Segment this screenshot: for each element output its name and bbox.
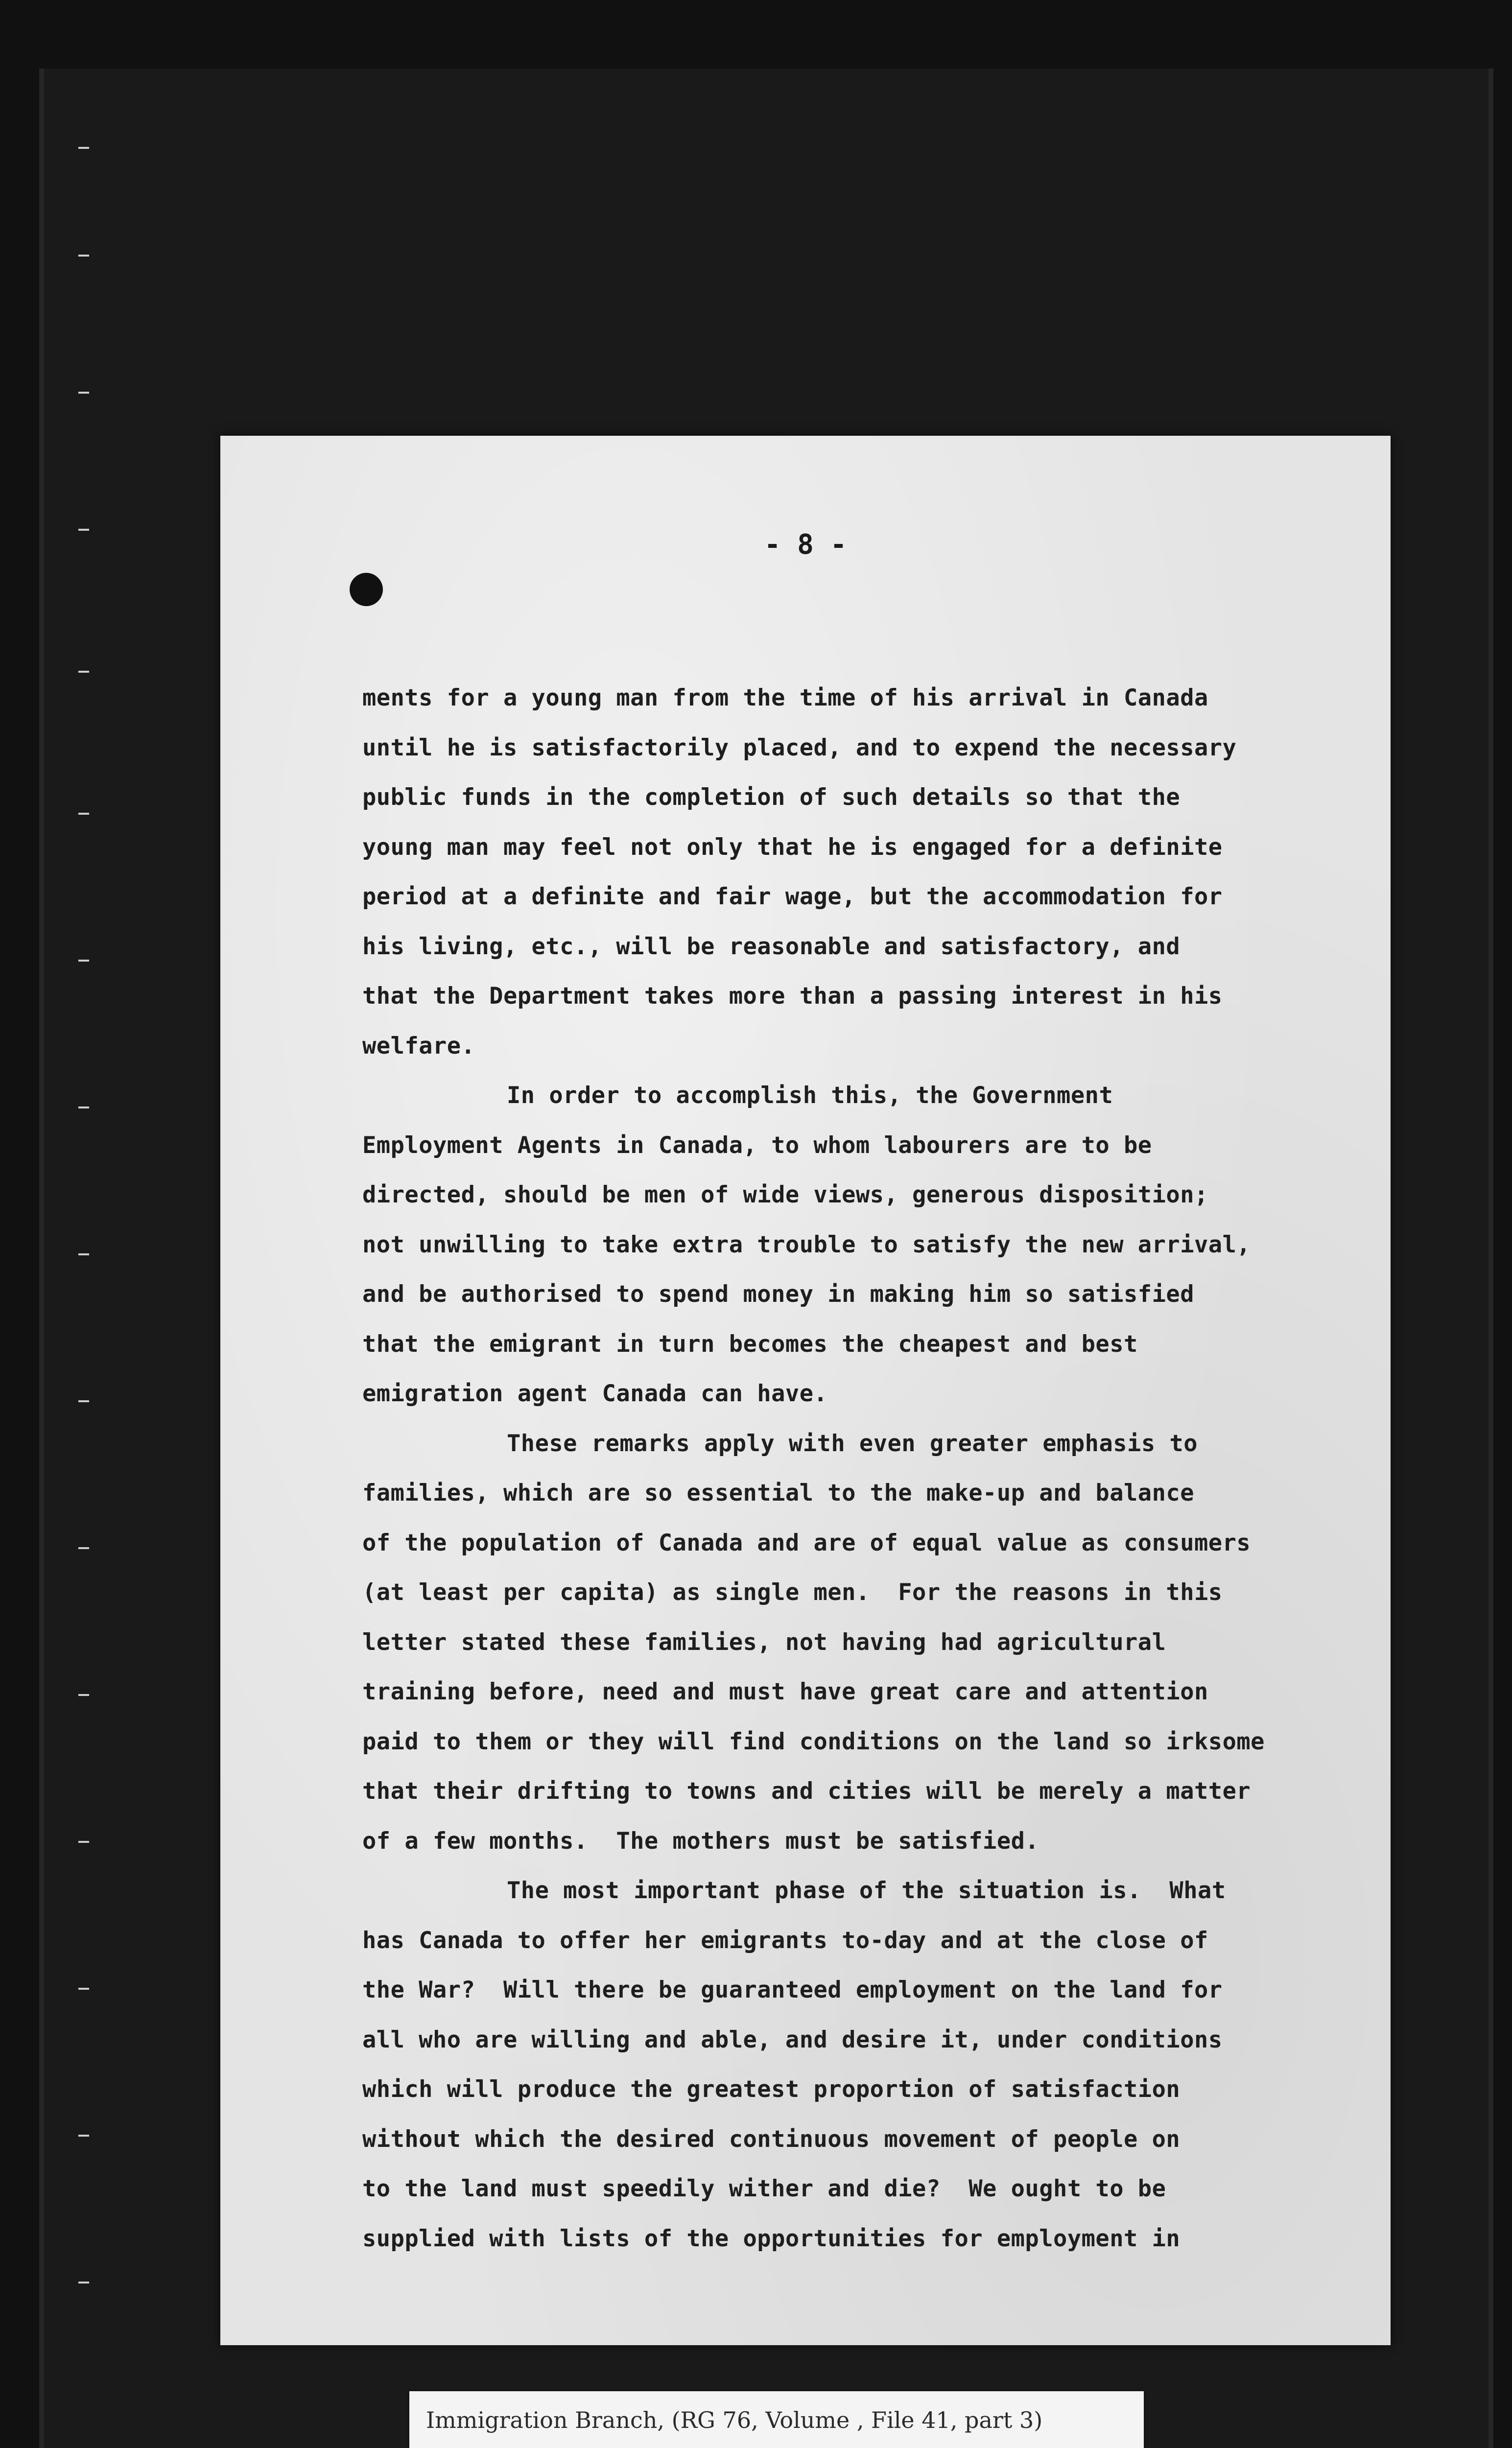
letter-line: without which the desired continuous movement of people on	[362, 2125, 1181, 2153]
letter-line: welfare.	[362, 1032, 475, 1059]
letter-line: paid to them or they will find conditions on the land so irksome	[362, 1728, 1265, 1755]
letter-line: of a few months. The mothers must be satisfied.	[362, 1827, 1040, 1855]
letter-line: not unwilling to take extra trouble to satisfy the new arrival,	[362, 1231, 1251, 1258]
film-edge-mark	[78, 960, 89, 962]
film-edge-mark	[78, 529, 89, 531]
archive-reference-label	[409, 2391, 1144, 2448]
letter-line: and be authorised to spend money in making him so satisfied	[362, 1281, 1194, 1308]
film-edge-mark	[78, 1841, 89, 1843]
letter-line: that their drifting to towns and cities will be merely a matter	[362, 1778, 1251, 1805]
punch-hole	[350, 573, 383, 606]
letter-line: ments for a young man from the time of his arrival in Canada	[362, 684, 1208, 711]
letter-line: until he is satisfactorily placed, and to expend the necessary	[362, 734, 1237, 761]
film-edge-mark	[78, 392, 89, 394]
film-edge-mark	[78, 147, 89, 149]
letter-line: all who are willing and able, and desire it, under conditions	[362, 2026, 1223, 2053]
film-edge-mark	[78, 255, 89, 257]
film-edge-mark	[78, 1253, 89, 1255]
letter-line: Employment Agents in Canada, to whom labourers are to be	[362, 1131, 1152, 1159]
letter-line: training before, need and must have great care and attention	[362, 1678, 1208, 1705]
letter-line: that the emigrant in turn becomes the cheapest and best	[362, 1330, 1138, 1358]
letter-line: letter stated these families, not having had agricultural	[362, 1628, 1166, 1656]
letter-line: In order to accomplish this, the Government	[507, 1082, 1113, 1109]
letter-line: of the population of Canada and are of equal value as consumers	[362, 1529, 1251, 1556]
letter-line: emigration agent Canada can have.	[362, 1380, 828, 1407]
film-edge-mark	[78, 2282, 89, 2283]
letter-line: directed, should be men of wide views, generous disposition;	[362, 1181, 1208, 1208]
letter-line: supplied with lists of the opportunities for employment in	[362, 2225, 1181, 2252]
letter-line: to the land must speedily wither and die? We ought to be	[362, 2175, 1166, 2202]
letter-line: period at a definite and fair wage, but the accommodation for	[362, 883, 1223, 910]
film-edge-mark	[78, 671, 89, 673]
film-edge-mark	[78, 2135, 89, 2137]
film-edge-mark	[78, 1106, 89, 1108]
film-edge-mark	[78, 1694, 89, 1696]
letter-line: public funds in the completion of such details so that the	[362, 784, 1181, 811]
letter-line: the War? Will there be guaranteed employment on the land for	[362, 1977, 1223, 2003]
letter-line: that the Department takes more than a passing interest in his	[362, 983, 1223, 1010]
letter-line: families, which are so essential to the make-up and balance	[362, 1480, 1194, 1506]
film-edge-mark	[78, 813, 89, 815]
letter-line: These remarks apply with even greater emphasis to	[507, 1430, 1198, 1457]
film-edge-mark	[78, 1400, 89, 1402]
letter-line: his living, etc., will be reasonable and satisfactory, and	[362, 933, 1181, 960]
typed-letter-page	[220, 436, 1391, 2345]
letter-line: which will produce the greatest proportion of satisfaction	[362, 2076, 1181, 2103]
film-edge-mark	[78, 1547, 89, 1549]
letter-line: young man may feel not only that he is engaged for a definite	[362, 833, 1223, 861]
letter-line: has Canada to offer her emigrants to-day and at the close of	[362, 1927, 1208, 1954]
page-number: - 8 -	[764, 529, 847, 561]
archive-reference-text: Immigration Branch, (RG 76, Volume , File 41, part 3)	[426, 2407, 1043, 2433]
letter-line: (at least per capita) as single men. For the reasons in this	[362, 1579, 1223, 1606]
letter-body	[362, 673, 1342, 2263]
film-edge-mark	[78, 1988, 89, 1990]
letter-line: The most important phase of the situation is. What	[507, 1877, 1226, 1904]
